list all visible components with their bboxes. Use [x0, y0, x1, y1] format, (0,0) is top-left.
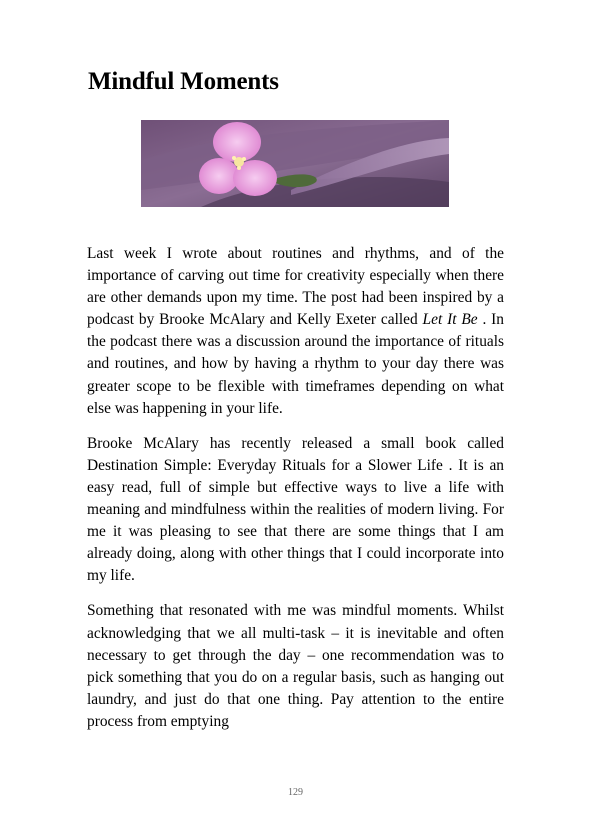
article-body: [87, 243, 504, 746]
page-number: 129: [288, 787, 303, 798]
paragraph: [87, 243, 504, 420]
paragraph: Something that resonated with me was mindful moments. Whilst acknowledging that we all multi-task – it is inevitable and often necessary to get through the day – one recommendation was to pick something that you do on a regular basis, such as hanging out laundry, and just do that one thing. Pay attention to the entire process from emptying: [87, 602, 504, 730]
flower-photo: [141, 120, 449, 207]
podcast-title: Let It Be: [422, 311, 478, 329]
page-title: Mindful Moments: [88, 68, 279, 95]
paragraph-text: . In the podcast there was a discussion around the importance of rituals and routines, and how by having a rhythm to your day there was greater scope to be flexible with timeframes depending on what else was happening in your life.: [87, 311, 504, 417]
paragraph: Brooke McAlary has recently released a small book called Destination Simple: Everyday Rituals for a Slower Life . It is an easy read, full of simple but effective ways to live a life with meaning and mindfulness within the realities of modern living. For me it was pleasing to see that there are some things that I am already doing, along with other things that I could incorporate into my life.: [87, 434, 504, 585]
paragraph-text: Last week I wrote about routines and rhythms, and of the importance of carving out time for creativity especially when there are other demands upon my time. The post had been inspired by a podcast by Brooke McAlary and Kelly Exeter called: [87, 245, 504, 329]
flower-image-icon: [141, 120, 449, 207]
